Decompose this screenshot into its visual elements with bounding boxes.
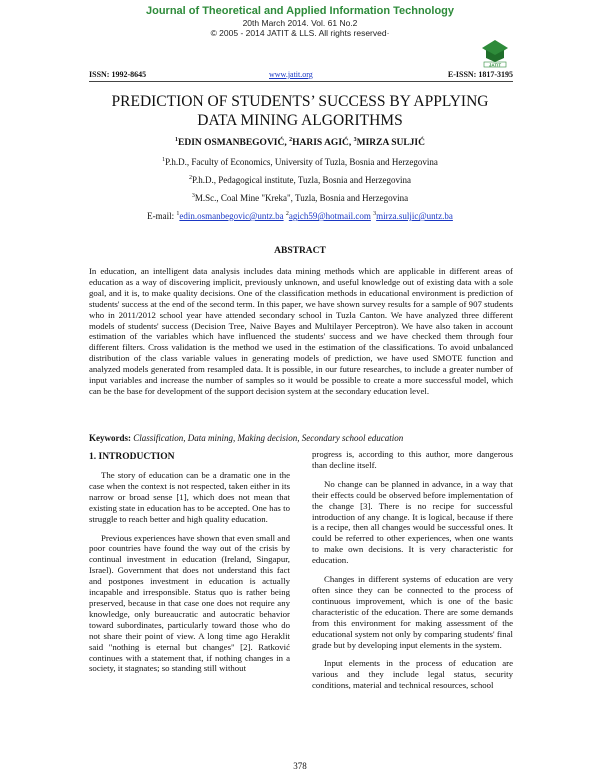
right-column [312, 449, 513, 699]
website-link[interactable]: www.jatit.org [269, 70, 313, 79]
section-heading-introduction: 1. INTRODUCTION [89, 452, 175, 462]
jatit-logo-icon [480, 38, 510, 68]
journal-issue: 20th March 2014. Vol. 61 No.2 [242, 18, 358, 28]
keywords: Keywords: Classification, Data mining, Making decision, Secondary school education [89, 433, 404, 443]
affiliation-3: $^3$M.Sc., Coal Mine "Kreka", Tuzla, Bosnia and Herzegovina [191, 193, 409, 203]
abstract-text: In education, an intelligent data analysis includes data mining methods which are applicable in different areas of education as a way of discovering implicit, previously unknown, and useful knowledge out of existing data with a sole goal, and it is, to make quality decisions. One of the classification methods in educational environment is prediction of students' success at the end of the second term. In this paper, we have shown survey results for a sample of 907 students who in 2011/2012 school year have attended secondary school in Tuzla Canton. We have analyzed three different models of students' success (Decision Tree, Naive Bayes and Multilayer Perceptron). We have also taken in account estimation of the variables which have influenced the students' success and we have checked them through four different filters. Cross validation is the method we used in the estimation of the classifications. To avoid unbalanced distribution of the class variable values in generating models of prediction, we have used SMOTE function and analyzed models generated from resampled data. It is possible, in our future researches, to include a greater number of input variables and increase the number of samples so it would be possible to create a more successful model, which can be the base for development of the support decision system at the secondary education level. [89, 266, 513, 396]
email-link-1[interactable]: edin.osmanbegovic@untz.ba [179, 211, 284, 221]
abstract-heading: ABSTRACT [274, 246, 326, 256]
copyright-line: © 2005 - 2014 JATIT & LLS. All rights reserved· [210, 28, 390, 38]
paragraph: Changes in different systems of education are very often since they can be connected to the process of continuous improvement, which is one of the basic characteristic of the education. There are some demands from this environment for making assessment of the educational system not only by comparing students' final grade but by developing input elements in the system. [312, 574, 513, 650]
email-link-3[interactable]: mirza.suljic@untz.ba [376, 211, 453, 221]
paragraph: No change can be planned in advance, in a way that their effects could be observed before implementation of the change [3]. There is no recipe for successful introduction of any change. It is logical, because if there is a recipe, then all changes would be successful ones. It could be referred to other experiences, when one wants to make own decisions. It is very characteristic for education. [312, 478, 513, 566]
paper-title: PREDICTION OF STUDENTS’ SUCCESS BY APPLYING DATA MINING ALGORITHMS [111, 93, 489, 129]
email-line: E-mail: $^1$edin.osmanbegovic@untz.ba $^2$agich59@hotmail.com $^3$mirza.suljic@untz.ba [147, 211, 453, 221]
left-column [89, 470, 290, 682]
journal-title: Journal of Theoretical and Applied Information Technology [145, 5, 455, 17]
svg-text:JATIT: JATIT [488, 62, 502, 68]
paragraph: progress is, according to this author, more dangerous than decline itself. [312, 449, 513, 470]
affiliation-2: $^2$P.h.D., Pedagogical institute, Tuzla, Bosnia and Herzegovina [189, 175, 411, 185]
paragraph: Input elements in the process of education are various and they include legal status, security conditions, material and technical resources, school [312, 658, 513, 691]
paragraph: The story of education can be a dramatic one in the case when the context is not respected, taken either in its narrow or broad sense [1], which does not mean that existing state in education has to be accepted. One has to struggle to reach better and high quality education. [89, 470, 290, 524]
eissn: E-ISSN: 1817-3195 [447, 70, 513, 79]
page-number: 378 [293, 761, 307, 771]
email-link-2[interactable]: agich59@hotmail.com [288, 211, 371, 221]
affiliation-1: $^1$P.h.D., Faculty of Economics, University of Tuzla, Bosnia and Herzegovina [162, 157, 438, 167]
issn: ISSN: 1992-8645 [89, 70, 147, 79]
header-divider [89, 81, 513, 82]
paragraph: Previous experiences have shown that even small and poor countries have found the way out of the crisis by continual investment in education (Ireland, Singapur, Israel). Government that does not understand this fact and postpones investment in education is actually incapable and irresponsible. Status quo is rather being preserved, because in that case one does not require any knowledge, only bureaucratic and autocratic behavior toward subordinates, particularly toward those who do not share their point of view. A long time ago Heraklit said "nothing is eternal but changes" [2]. Ratković continues with a statement that, if nothing changes in a society, it stagnates; so standing still without [89, 532, 290, 674]
authors: $^1$EDIN OSMANBEGOVIĆ, $^2$HARIS AGIĆ, $^3$MIRZA SULJIĆ [175, 136, 425, 148]
